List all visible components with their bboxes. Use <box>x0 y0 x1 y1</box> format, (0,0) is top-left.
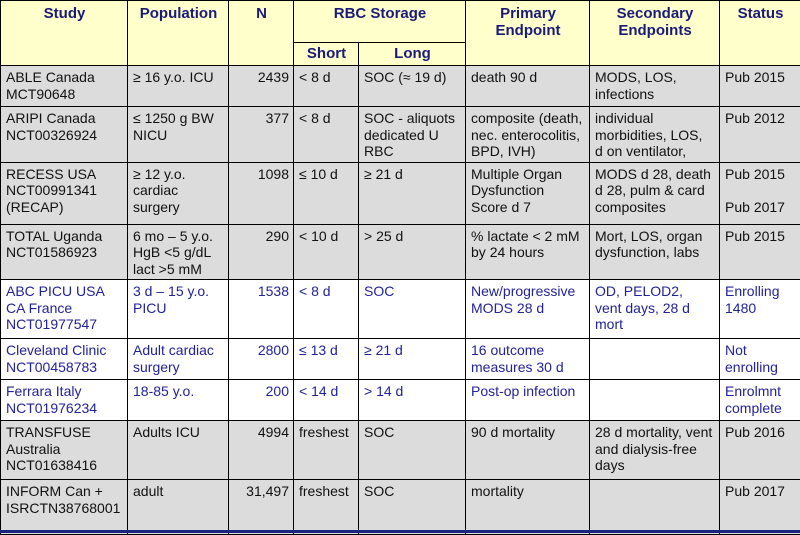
secondary-line: mort <box>595 316 715 333</box>
long-storage-cell <box>359 162 466 224</box>
status-line: Pub 2017 <box>725 199 796 216</box>
n-cell <box>229 480 294 535</box>
long-line: SOC <box>364 483 461 500</box>
primary-line: 16 outcome <box>471 342 585 359</box>
long-storage-cell <box>359 280 466 339</box>
primary-endpoint-cell <box>466 280 590 339</box>
secondary-line: MODS, LOS, <box>595 69 715 86</box>
study-line: ABLE Canada <box>6 69 123 86</box>
short-storage-cell <box>294 224 359 280</box>
population-line: PICU <box>133 300 224 317</box>
population-line: 3 d – 15 y.o. <box>133 283 224 300</box>
short-text: < 14 d <box>299 383 354 400</box>
primary-line: Post-op infection <box>471 383 585 400</box>
secondary-endpoints-cell <box>590 380 720 421</box>
long-line: SOC <box>364 424 461 441</box>
status-line: Pub 2012 <box>725 110 796 127</box>
table-body <box>1 66 800 535</box>
secondary-line: and dialysis-free <box>595 441 715 458</box>
population-line: cardiac <box>133 182 224 199</box>
population-cell <box>128 224 229 280</box>
primary-line: % lactate < 2 mM <box>471 228 585 245</box>
secondary-line: Mort, LOS, organ <box>595 228 715 245</box>
col-header-short-label: Short <box>307 45 346 62</box>
long-line: SOC (≈ 19 d) <box>364 69 461 86</box>
status-line: Pub 2017 <box>725 483 796 500</box>
col-header-primary-line1: Primary <box>471 5 585 22</box>
col-header-primary-line2: Endpoint <box>471 22 585 39</box>
population-cell <box>128 380 229 421</box>
primary-line: mortality <box>471 483 585 500</box>
primary-endpoint-cell <box>466 380 590 421</box>
n-text: 377 <box>234 110 289 127</box>
status-cell <box>720 280 800 339</box>
study-cell <box>1 480 128 535</box>
primary-endpoint-cell <box>466 421 590 480</box>
primary-endpoint-cell <box>466 107 590 163</box>
status-cell <box>720 107 800 163</box>
table-row <box>1 480 800 535</box>
short-storage-cell <box>294 339 359 380</box>
secondary-endpoints-cell <box>590 107 720 163</box>
col-header-n-label: N <box>256 5 267 22</box>
table-row <box>1 107 800 163</box>
population-cell <box>128 162 229 224</box>
secondary-line: infections <box>595 86 715 103</box>
short-storage-cell <box>294 480 359 535</box>
n-text: 1098 <box>234 166 289 183</box>
status-line: 1480 <box>725 300 796 317</box>
secondary-endpoints-cell <box>590 421 720 480</box>
short-storage-cell <box>294 421 359 480</box>
study-cell <box>1 380 128 421</box>
population-line: surgery <box>133 359 224 376</box>
table-row <box>1 224 800 280</box>
population-line: HgB <5 g/dL <box>133 244 224 261</box>
population-cell <box>128 339 229 380</box>
study-line: TOTAL Uganda <box>6 228 123 245</box>
status-line: Enrolmnt <box>725 383 796 400</box>
population-line: ≥ 16 y.o. ICU <box>133 69 224 86</box>
short-text: < 10 d <box>299 228 354 245</box>
study-line: RECESS USA <box>6 166 123 183</box>
col-header-study <box>1 1 128 66</box>
status-line: Pub 2015 <box>725 228 796 245</box>
secondary-line: individual <box>595 110 715 127</box>
col-header-long-label: Long <box>394 45 431 62</box>
col-header-long <box>359 43 466 66</box>
n-text: 31,497 <box>234 483 289 500</box>
primary-endpoint-cell <box>466 162 590 224</box>
long-storage-cell <box>359 480 466 535</box>
table-row <box>1 66 800 107</box>
secondary-line: d 28, pulm & card <box>595 182 715 199</box>
study-cell <box>1 339 128 380</box>
secondary-line: d on ventilator, <box>595 143 715 160</box>
population-line: surgery <box>133 199 224 216</box>
n-cell <box>229 380 294 421</box>
col-header-secondary-endpoints <box>590 1 720 66</box>
study-line: NCT00326924 <box>6 127 123 144</box>
study-line: (RECAP) <box>6 199 123 216</box>
study-line: Cleveland Clinic <box>6 342 123 359</box>
population-cell <box>128 107 229 163</box>
long-line: SOC - aliquots <box>364 110 461 127</box>
table-row <box>1 339 800 380</box>
primary-line: Score d 7 <box>471 199 585 216</box>
col-header-secondary-line1: Secondary <box>595 5 715 22</box>
long-storage-cell <box>359 339 466 380</box>
col-header-rbc-storage-label: RBC Storage <box>334 5 427 22</box>
long-storage-cell <box>359 380 466 421</box>
primary-endpoint-cell <box>466 339 590 380</box>
study-cell <box>1 66 128 107</box>
status-line: Not <box>725 342 796 359</box>
secondary-endpoints-cell <box>590 339 720 380</box>
study-line: CA France <box>6 300 123 317</box>
study-line: ABC PICU USA <box>6 283 123 300</box>
secondary-endpoints-cell <box>590 280 720 339</box>
study-line: ARIPI Canada <box>6 110 123 127</box>
long-storage-cell <box>359 107 466 163</box>
secondary-endpoints-cell <box>590 480 720 535</box>
secondary-line: composites <box>595 199 715 216</box>
population-line: 6 mo – 5 y.o. <box>133 228 224 245</box>
secondary-line: morbidities, LOS, <box>595 127 715 144</box>
short-text: ≤ 10 d <box>299 166 354 183</box>
status-cell <box>720 66 800 107</box>
study-cell <box>1 280 128 339</box>
status-line: Pub 2016 <box>725 424 796 441</box>
table-row <box>1 421 800 480</box>
secondary-line: vent days, 28 d <box>595 300 715 317</box>
study-line: NCT01586923 <box>6 244 123 261</box>
n-text: 1538 <box>234 283 289 300</box>
col-header-primary-endpoint <box>466 1 590 66</box>
col-header-status <box>720 1 800 66</box>
long-storage-cell <box>359 66 466 107</box>
study-cell <box>1 224 128 280</box>
status-line: complete <box>725 400 796 417</box>
primary-endpoint-cell <box>466 480 590 535</box>
primary-line: 90 d mortality <box>471 424 585 441</box>
population-line: 18-85 y.o. <box>133 383 224 400</box>
col-header-rbc-storage <box>294 1 466 43</box>
status-line: Enrolling <box>725 283 796 300</box>
header-row <box>1 1 800 43</box>
status-cell <box>720 421 800 480</box>
n-cell <box>229 162 294 224</box>
primary-line: Dysfunction <box>471 182 585 199</box>
short-storage-cell <box>294 280 359 339</box>
secondary-endpoints-cell <box>590 224 720 280</box>
n-text: 2439 <box>234 69 289 86</box>
short-storage-cell <box>294 66 359 107</box>
col-header-secondary-line2: Endpoints <box>595 22 715 39</box>
primary-line: Multiple Organ <box>471 166 585 183</box>
n-text: 290 <box>234 228 289 245</box>
col-header-population-label: Population <box>140 5 218 22</box>
n-cell <box>229 280 294 339</box>
population-line: lact >5 mM <box>133 261 224 278</box>
primary-line: measures 30 d <box>471 359 585 376</box>
study-line: INFORM Can + <box>6 483 123 500</box>
table-row <box>1 380 800 421</box>
status-cell <box>720 380 800 421</box>
primary-line: by 24 hours <box>471 244 585 261</box>
long-line: ≥ 21 d <box>364 166 461 183</box>
population-line: ≥ 12 y.o. <box>133 166 224 183</box>
status-cell <box>720 339 800 380</box>
status-cell <box>720 480 800 535</box>
study-line: TRANSFUSE <box>6 424 123 441</box>
study-line: ISRCTN38768001 <box>6 500 123 517</box>
short-storage-cell <box>294 107 359 163</box>
primary-line: composite (death, <box>471 110 585 127</box>
short-text: ≤ 13 d <box>299 342 354 359</box>
long-line: ≥ 21 d <box>364 342 461 359</box>
n-text: 2800 <box>234 342 289 359</box>
population-cell <box>128 421 229 480</box>
primary-line: death 90 d <box>471 69 585 86</box>
population-line: Adult cardiac <box>133 342 224 359</box>
population-line: Adults ICU <box>133 424 224 441</box>
secondary-line: OD, PELOD2, <box>595 283 715 300</box>
col-header-n <box>229 1 294 66</box>
table-row <box>1 280 800 339</box>
status-cell <box>720 162 800 224</box>
study-line: NCT01976234 <box>6 400 123 417</box>
study-line: NCT01977547 <box>6 316 123 333</box>
table-row <box>1 162 800 224</box>
study-line: MCT90648 <box>6 86 123 103</box>
long-line: RBC <box>364 143 461 160</box>
col-header-population <box>128 1 229 66</box>
status-line: Pub 2015 <box>725 69 796 86</box>
n-text: 4994 <box>234 424 289 441</box>
status-line: Pub 2015 <box>725 166 796 183</box>
short-text: freshest <box>299 424 354 441</box>
primary-endpoint-cell <box>466 224 590 280</box>
col-header-study-label: Study <box>44 5 86 22</box>
study-line: NCT01638416 <box>6 457 123 474</box>
long-line: > 14 d <box>364 383 461 400</box>
population-cell <box>128 480 229 535</box>
short-text: freshest <box>299 483 354 500</box>
primary-line: nec. enterocolitis, <box>471 127 585 144</box>
population-cell <box>128 66 229 107</box>
study-line: NCT00458783 <box>6 359 123 376</box>
study-cell <box>1 162 128 224</box>
short-storage-cell <box>294 162 359 224</box>
n-cell <box>229 339 294 380</box>
secondary-line: dysfunction, labs <box>595 244 715 261</box>
short-text: < 8 d <box>299 69 354 86</box>
population-line: NICU <box>133 127 224 144</box>
long-line: dedicated U <box>364 127 461 144</box>
long-line: SOC <box>364 283 461 300</box>
col-header-short <box>294 43 359 66</box>
n-cell <box>229 421 294 480</box>
secondary-line: MODS d 28, death <box>595 166 715 183</box>
n-cell <box>229 224 294 280</box>
study-cell <box>1 421 128 480</box>
n-text: 200 <box>234 383 289 400</box>
primary-line: New/progressive <box>471 283 585 300</box>
long-storage-cell <box>359 224 466 280</box>
n-cell <box>229 66 294 107</box>
status-line <box>725 182 796 199</box>
secondary-endpoints-cell <box>590 66 720 107</box>
long-line: > 25 d <box>364 228 461 245</box>
study-line: Ferrara Italy <box>6 383 123 400</box>
population-line: adult <box>133 483 224 500</box>
population-line: ≤ 1250 g BW <box>133 110 224 127</box>
short-storage-cell <box>294 380 359 421</box>
status-cell <box>720 224 800 280</box>
primary-line: BPD, IVH) <box>471 143 585 160</box>
study-cell <box>1 107 128 163</box>
status-line: enrolling <box>725 359 796 376</box>
secondary-endpoints-cell <box>590 162 720 224</box>
primary-endpoint-cell <box>466 66 590 107</box>
study-line: NCT00991341 <box>6 182 123 199</box>
col-header-status-label: Status <box>738 5 784 22</box>
n-cell <box>229 107 294 163</box>
long-storage-cell <box>359 421 466 480</box>
population-cell <box>128 280 229 339</box>
short-text: < 8 d <box>299 110 354 127</box>
secondary-line: days <box>595 457 715 474</box>
primary-line: MODS 28 d <box>471 300 585 317</box>
secondary-line: 28 d mortality, vent <box>595 424 715 441</box>
study-line: Australia <box>6 441 123 458</box>
short-text: < 8 d <box>299 283 354 300</box>
